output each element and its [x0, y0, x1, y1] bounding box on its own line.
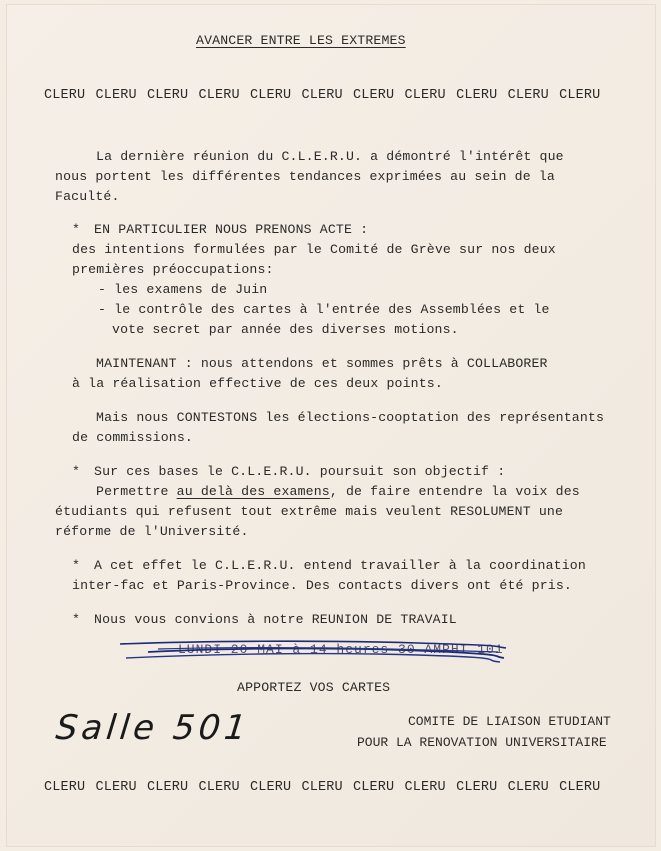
section-2-line-2-post: , de faire entendre la voix des	[329, 484, 580, 499]
signature-line-1: COMITE DE LIAISON ETUDIANT	[408, 714, 611, 729]
contestons-line-1: Mais nous CONTESTONS les élections-cooptation des représentants	[96, 410, 605, 425]
cleru-footer-row: CLERU CLERU CLERU CLERU CLERU CLERU CLERU CLERU CLERU CLERU CLERU	[44, 780, 601, 795]
section-3-line-1	[72, 558, 586, 573]
section-1-heading-text: EN PARTICULIER NOUS PRENONS ACTE :	[94, 222, 369, 237]
section-1-bullet-2: - le contrôle des cartes à l'entrée des Assemblées et le	[98, 302, 550, 317]
underlined-phrase: au delà des examens	[176, 484, 330, 499]
section-1-line-2: premières préoccupations:	[72, 262, 274, 277]
handwritten-room: Salle 501	[53, 708, 253, 748]
section-1-heading	[72, 222, 368, 237]
section-2-line-2	[96, 484, 580, 499]
contestons-line-2: de commissions.	[72, 430, 193, 445]
section-2-line-2-pre: Permettre	[96, 484, 177, 499]
pen-scribble-icon	[118, 638, 508, 666]
document-title: AVANCER ENTRE LES EXTREMES	[196, 33, 406, 48]
section-4-line-1	[72, 612, 457, 627]
intro-line-2: nous portent les différentes tendances exprimées au sein de la	[55, 169, 555, 184]
intro-line-3: Faculté.	[55, 189, 120, 204]
section-2-line-1-text: Sur ces bases le C.L.E.R.U. poursuit son objectif :	[94, 464, 506, 479]
section-1-bullet-1: - les examens de Juin	[98, 282, 268, 297]
section-4-line-1-text: Nous vous convions à notre REUNION DE TRAVAIL	[94, 612, 457, 627]
cleru-header-row: CLERU CLERU CLERU CLERU CLERU CLERU CLERU CLERU CLERU CLERU CLERU	[44, 88, 601, 103]
apportez-line: APPORTEZ VOS CARTES	[237, 680, 391, 695]
section-2-line-4: réforme de l'Université.	[55, 524, 249, 539]
struck-out-meeting-details	[118, 638, 508, 666]
intro-line-1: La dernière réunion du C.L.E.R.U. a démontré l'intérêt que	[96, 149, 564, 164]
maintenant-line-2: à la réalisation effective de ces deux points.	[72, 376, 443, 391]
asterisk-icon: *	[72, 558, 81, 573]
struck-text: LUNDI 20 MAI à 14 heures 30 AMPHI 101	[178, 642, 504, 657]
section-1-line-1: des intentions formulées par le Comité de Grève sur nos deux	[72, 242, 556, 257]
signature-line-2: POUR LA RENOVATION UNIVERSITAIRE	[357, 735, 607, 750]
maintenant-line-1: MAINTENANT : nous attendons et sommes prêts à COLLABORER	[96, 356, 548, 371]
asterisk-icon: *	[72, 464, 81, 479]
section-2-line-1	[72, 464, 505, 479]
section-3-line-2: inter-fac et Paris-Province. Des contacts divers ont été pris.	[72, 578, 572, 593]
section-3-line-1-text: A cet effet le C.L.E.R.U. entend travailler à la coordination	[94, 558, 586, 573]
section-1-bullet-cont: vote secret par année des diverses motions.	[112, 322, 459, 337]
section-2-line-3: étudiants qui refusent tout extrême mais veulent RESOLUMENT une	[55, 504, 564, 519]
asterisk-icon: *	[72, 222, 81, 237]
asterisk-icon: *	[72, 612, 81, 627]
